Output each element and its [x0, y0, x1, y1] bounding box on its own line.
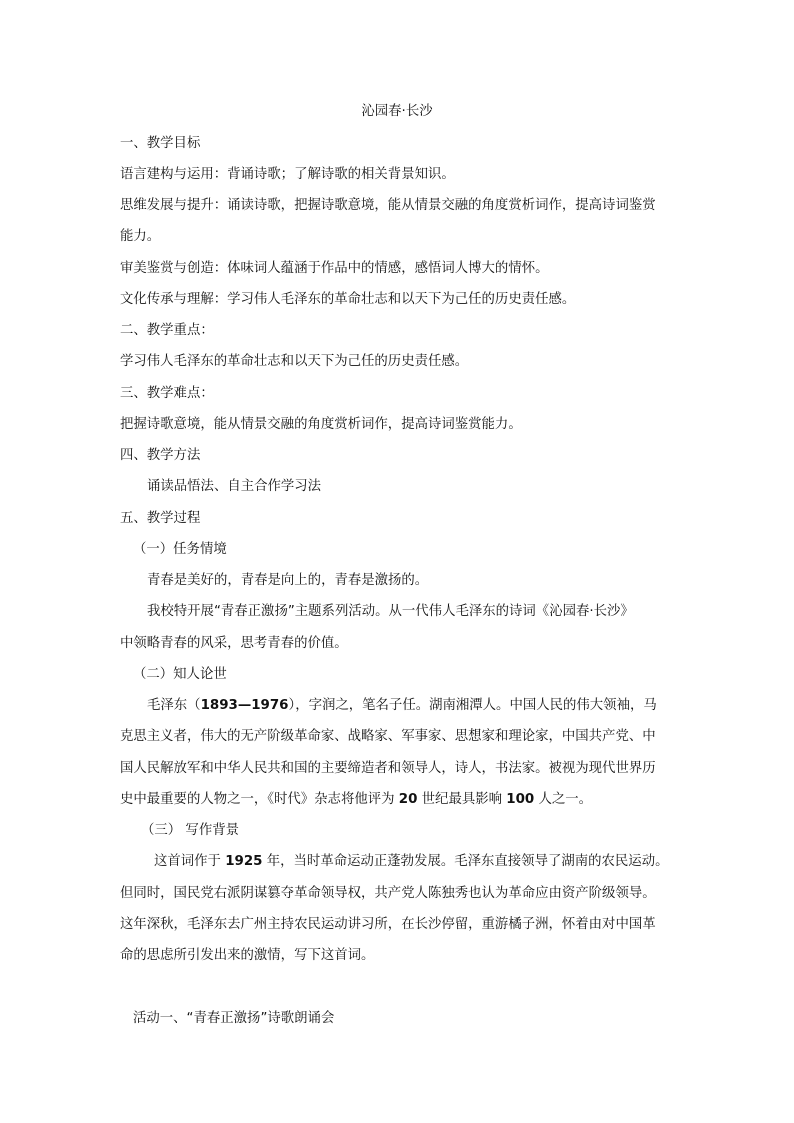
background-line-1-a: 这首词作于 — [154, 854, 226, 869]
section-heading-process: 五、教学过程 — [120, 511, 201, 526]
background-year: 1925 — [225, 854, 263, 869]
keypoints-content: 学习伟人毛泽东的革命壮志和以天下为己任的历史责任感。 — [120, 354, 469, 369]
difficulties-content: 把握诗歌意境，能从情景交融的角度赏析词作，提高诗词鉴赏能力。 — [120, 417, 522, 432]
objective-thinking-line2: 能力。 — [120, 229, 161, 244]
author-century: 20 — [398, 792, 418, 807]
task-line-3: 中领略青春的风采，思考青春的价值。 — [120, 636, 348, 651]
task-line-2: 我校特开展“青春正激扬”主题系列活动。从一代伟人毛泽东的诗词《沁园春·长沙》 — [147, 604, 634, 619]
author-line-2: 克思主义者，伟大的无产阶级革命家、战略家、军事家、思想家和理论家，中国共产党、中 — [120, 729, 656, 744]
author-hundred: 100 — [506, 792, 535, 807]
subsection-heading-author: （二）知人论世 — [133, 667, 227, 682]
task-line-1: 青春是美好的，青春是向上的，青春是激扬的。 — [147, 573, 429, 588]
section-heading-methods: 四、教学方法 — [120, 448, 201, 463]
subsection-heading-task: （一）任务情境 — [133, 542, 227, 557]
objective-language: 语言建构与运用：背诵诗歌；了解诗歌的相关背景知识。 — [120, 167, 455, 182]
author-line-4-e: 人之一。 — [534, 792, 593, 807]
section-heading-keypoints: 二、教学重点： — [120, 323, 214, 338]
section-heading-difficulties: 三、教学难点： — [120, 386, 214, 401]
author-years: 1893—1976 — [200, 698, 289, 713]
author-line-4-c: 世纪最具影响 — [417, 792, 507, 807]
author-line-4 — [120, 791, 592, 809]
subsection-heading-background: （三） 写作背景 — [141, 823, 239, 838]
methods-content: 诵读品悟法、自主合作学习法 — [147, 479, 322, 494]
activity-one-heading: 活动一、“青春正激扬”诗歌朗诵会 — [133, 1011, 335, 1026]
author-line-3: 国人民解放军和中华人民共和国的主要缔造者和领导人，诗人，书法家。被视为现代世界历 — [120, 761, 656, 776]
background-line-1 — [154, 853, 668, 871]
background-line-4: 命的思虑所引发出来的激情，写下这首词。 — [120, 948, 375, 963]
author-line-1-a: 毛泽东（ — [147, 698, 201, 713]
objective-thinking-line1: 思维发展与提升：诵读诗歌，把握诗歌意境，能从情景交融的角度赏析词作，提高诗词鉴赏 — [120, 198, 656, 213]
author-line-4-a: 史中最重要的人物之一，《时代》杂志将他评为 — [120, 792, 399, 807]
author-line-1 — [147, 697, 657, 715]
objective-culture: 文化传承与理解：学习伟人毛泽东的革命壮志和以天下为己任的历史责任感。 — [120, 292, 576, 307]
section-heading-objectives: 一、教学目标 — [120, 136, 201, 151]
background-line-1-c: 年，当时革命运动正蓬勃发展。毛泽东直接领导了湖南的农民运动。 — [262, 854, 669, 869]
author-line-1-c: ），字润之，笔名子任。湖南湘潭人。中国人民的伟大领袖，马 — [288, 698, 657, 713]
objective-aesthetic: 审美鉴赏与创造：体味词人蕴涵于作品中的情感，感悟词人博大的情怀。 — [120, 261, 549, 276]
document-title: 沁园春·长沙 — [361, 104, 433, 119]
background-line-2: 但同时，国民党右派阴谋篡夺革命领导权，共产党人陈独秀也认为革命应由资产阶级领导。 — [120, 886, 656, 901]
background-line-3: 这年深秋，毛泽东去广州主持农民运动讲习所，在长沙停留，重游橘子洲，怀着由对中国革 — [120, 917, 656, 932]
